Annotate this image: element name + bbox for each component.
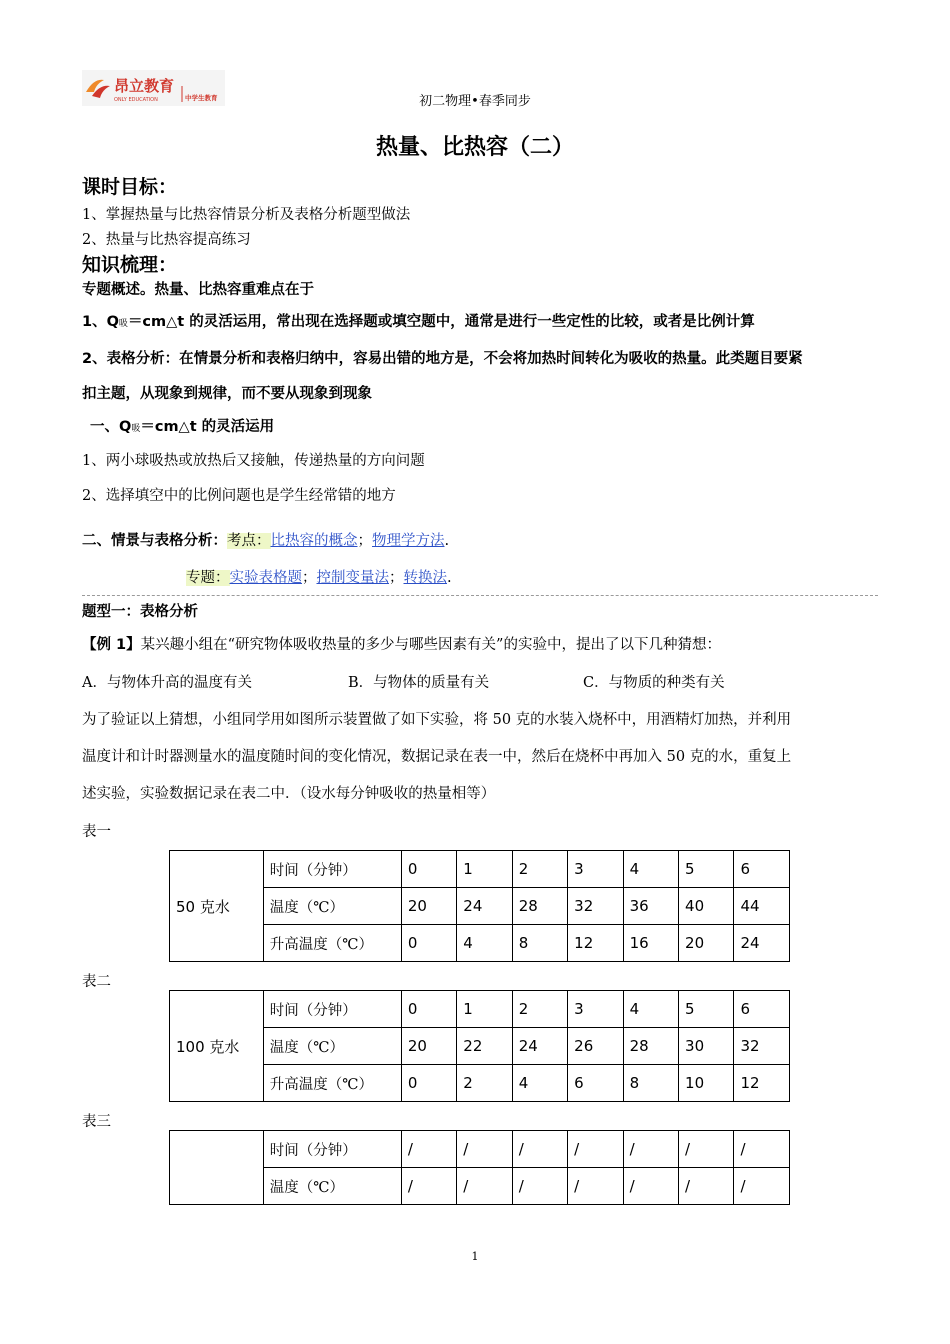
cell: 12 xyxy=(734,1065,790,1102)
option-c: C．与物质的种类有关 xyxy=(583,675,725,691)
cell: 0 xyxy=(401,851,456,888)
table-row xyxy=(170,925,790,962)
table-group-label: 50 克水 xyxy=(170,851,264,962)
cell: 44 xyxy=(734,888,790,925)
row-label: 时间（分钟） xyxy=(263,1131,401,1168)
cell: / xyxy=(679,1131,734,1168)
point-2-line-1: 2、表格分析：在情景分析和表格归纳中，容易出错的地方是，不会将加热时间转化为吸收的热量。此类题目要紧 xyxy=(82,351,803,367)
cell: 2 xyxy=(512,991,567,1028)
cell: 24 xyxy=(457,888,512,925)
cell: 1 xyxy=(457,991,512,1028)
description-line-2: 温度计和计时器测量水的温度随时间的变化情况，数据记录在表一中，然后在烧杯中再加入 50 克的水，重复上 xyxy=(82,749,792,765)
section-1-a: 一、Q xyxy=(90,419,132,435)
table-row xyxy=(170,1028,790,1065)
zhuanti-label: 专题： xyxy=(186,570,230,586)
table-row xyxy=(170,1065,790,1102)
cell: 30 xyxy=(679,1028,734,1065)
data-table-2 xyxy=(169,990,790,1102)
cell: 3 xyxy=(568,851,623,888)
cell: / xyxy=(679,1168,734,1205)
cell: 6 xyxy=(734,851,790,888)
option-b: B．与物体的质量有关 xyxy=(348,675,490,691)
row-label: 温度（℃） xyxy=(263,1028,401,1065)
page-number: 1 xyxy=(471,1250,479,1263)
cell: 26 xyxy=(568,1028,623,1065)
table-row xyxy=(170,851,790,888)
point-1-b: ＝cm△t 的灵活运用，常出现在选择题或填空题中，通常是进行一些定性的比较，或者是比例计算 xyxy=(127,314,755,330)
cell: 0 xyxy=(401,991,456,1028)
cell: 40 xyxy=(679,888,734,925)
cell: 36 xyxy=(623,888,678,925)
page-title: 热量、比热容（二） xyxy=(375,135,574,160)
row-label: 升高温度（℃） xyxy=(263,925,401,962)
cell: 28 xyxy=(623,1028,678,1065)
section-1-heading xyxy=(90,415,274,436)
cell: / xyxy=(623,1168,678,1205)
row-label: 时间（分钟） xyxy=(263,851,401,888)
table-3-caption: 表三 xyxy=(82,1114,111,1130)
row-label: 时间（分钟） xyxy=(263,991,401,1028)
logo-brand-cn: 昂立教育 xyxy=(114,77,175,95)
data-table-1 xyxy=(169,850,790,962)
cell: 2 xyxy=(457,1065,512,1102)
cell: 8 xyxy=(623,1065,678,1102)
sep-1: ； xyxy=(357,533,372,549)
cell: 0 xyxy=(401,1065,456,1102)
table-2-caption: 表二 xyxy=(82,974,111,990)
goal-item-2: 2、热量与比热容提高练习 xyxy=(82,232,251,248)
table-row xyxy=(170,888,790,925)
goals-heading: 课时目标： xyxy=(82,176,178,198)
cell: / xyxy=(568,1131,623,1168)
section-1-item-2: 2、选择填空中的比例问题也是学生经常错的地方 xyxy=(82,488,396,504)
link-conversion-method[interactable]: 转换法 xyxy=(403,570,447,586)
point-2-line-2: 扣主题，从现象到规律，而不要从现象到现象 xyxy=(82,386,372,402)
cell: 24 xyxy=(512,1028,567,1065)
section-1-item-1: 1、两小球吸热或放热后又接触，传递热量的方向问题 xyxy=(82,453,425,469)
problem-type-heading: 题型一：表格分析 xyxy=(82,604,198,620)
cell: / xyxy=(568,1168,623,1205)
description-line-1: 为了验证以上猜想，小组同学用如图所示装置做了如下实验，将 50 克的水装入烧杯中，用酒精灯加热，并利用 xyxy=(82,712,792,728)
cell: / xyxy=(401,1168,456,1205)
cell: 12 xyxy=(568,925,623,962)
cell: 20 xyxy=(401,1028,456,1065)
link-experiment-table[interactable]: 实验表格题 xyxy=(229,570,302,586)
cell: 20 xyxy=(401,888,456,925)
point-1 xyxy=(82,310,755,331)
cell: / xyxy=(457,1131,512,1168)
end-2: . xyxy=(447,570,452,586)
cell: 8 xyxy=(512,925,567,962)
example-1 xyxy=(82,633,721,654)
section-2-heading: 二、情景与表格分析： xyxy=(82,533,227,549)
overview-text: 专题概述。热量、比热容重难点在于 xyxy=(82,282,314,298)
cell: / xyxy=(734,1131,790,1168)
cell: 1 xyxy=(457,851,512,888)
link-specific-heat-concept[interactable]: 比热容的概念 xyxy=(270,533,358,549)
cell: / xyxy=(401,1131,456,1168)
section-2-line-1 xyxy=(82,529,449,550)
cell: 6 xyxy=(734,991,790,1028)
section-2-line-2 xyxy=(186,566,452,587)
cell: 4 xyxy=(512,1065,567,1102)
table-row xyxy=(170,1168,790,1205)
cell: / xyxy=(734,1168,790,1205)
cell: 32 xyxy=(568,888,623,925)
data-table-3 xyxy=(169,1130,790,1205)
table-1-caption: 表一 xyxy=(82,824,111,840)
header-text: 初二物理•春季同步 xyxy=(419,94,531,109)
cell: 4 xyxy=(457,925,512,962)
cell: 0 xyxy=(401,925,456,962)
knowledge-heading: 知识梳理： xyxy=(82,254,178,276)
cell: 2 xyxy=(512,851,567,888)
cell: 10 xyxy=(679,1065,734,1102)
cell: 4 xyxy=(623,851,678,888)
table-row xyxy=(170,991,790,1028)
end-1: . xyxy=(444,533,450,549)
cell: / xyxy=(512,1131,567,1168)
logo-tagline: 中学生教育 xyxy=(185,94,218,102)
cell: 6 xyxy=(568,1065,623,1102)
table-row xyxy=(170,1131,790,1168)
section-divider xyxy=(82,595,878,596)
description-line-3: 述实验，实验数据记录在表二中．（设水每分钟吸收的热量相等） xyxy=(82,786,496,802)
goal-item-1: 1、掌握热量与比热容情景分析及表格分析题型做法 xyxy=(82,207,411,223)
sep-3: ； xyxy=(389,570,404,586)
cell: 24 xyxy=(734,925,790,962)
row-label: 温度（℃） xyxy=(263,888,401,925)
cell: 5 xyxy=(679,991,734,1028)
cell: 28 xyxy=(512,888,567,925)
link-physics-method[interactable]: 物理学方法 xyxy=(372,533,445,549)
example-label: 【例 1】 xyxy=(82,637,141,653)
link-control-variable[interactable]: 控制变量法 xyxy=(316,570,389,586)
option-a: A．与物体升高的温度有关 xyxy=(82,675,252,691)
cell: / xyxy=(457,1168,512,1205)
cell: 16 xyxy=(623,925,678,962)
cell: 32 xyxy=(734,1028,790,1065)
point-1-sub: 吸 xyxy=(118,319,128,329)
cell: 22 xyxy=(457,1028,512,1065)
cell: 20 xyxy=(679,925,734,962)
cell: / xyxy=(512,1168,567,1205)
table-group-label: 100 克水 xyxy=(170,991,264,1102)
cell: 4 xyxy=(623,991,678,1028)
section-1-b: ＝cm△t 的灵活运用 xyxy=(140,419,275,435)
cell: 5 xyxy=(679,851,734,888)
point-1-a: 1、Q xyxy=(82,314,119,330)
sep-2: ； xyxy=(302,570,317,586)
kaodian-label: 考点： xyxy=(227,533,271,549)
example-text: 某兴趣小组在“研究物体吸收热量的多少与哪些因素有关”的实验中，提出了以下几种猜想： xyxy=(140,637,721,653)
table-group-label xyxy=(170,1131,264,1205)
cell: / xyxy=(623,1131,678,1168)
logo-brand-en: ONLY EDUCATION xyxy=(114,97,158,103)
cell: 3 xyxy=(568,991,623,1028)
row-label: 升高温度（℃） xyxy=(263,1065,401,1102)
row-label: 温度（℃） xyxy=(263,1168,401,1205)
section-1-sub: 吸 xyxy=(131,424,141,434)
